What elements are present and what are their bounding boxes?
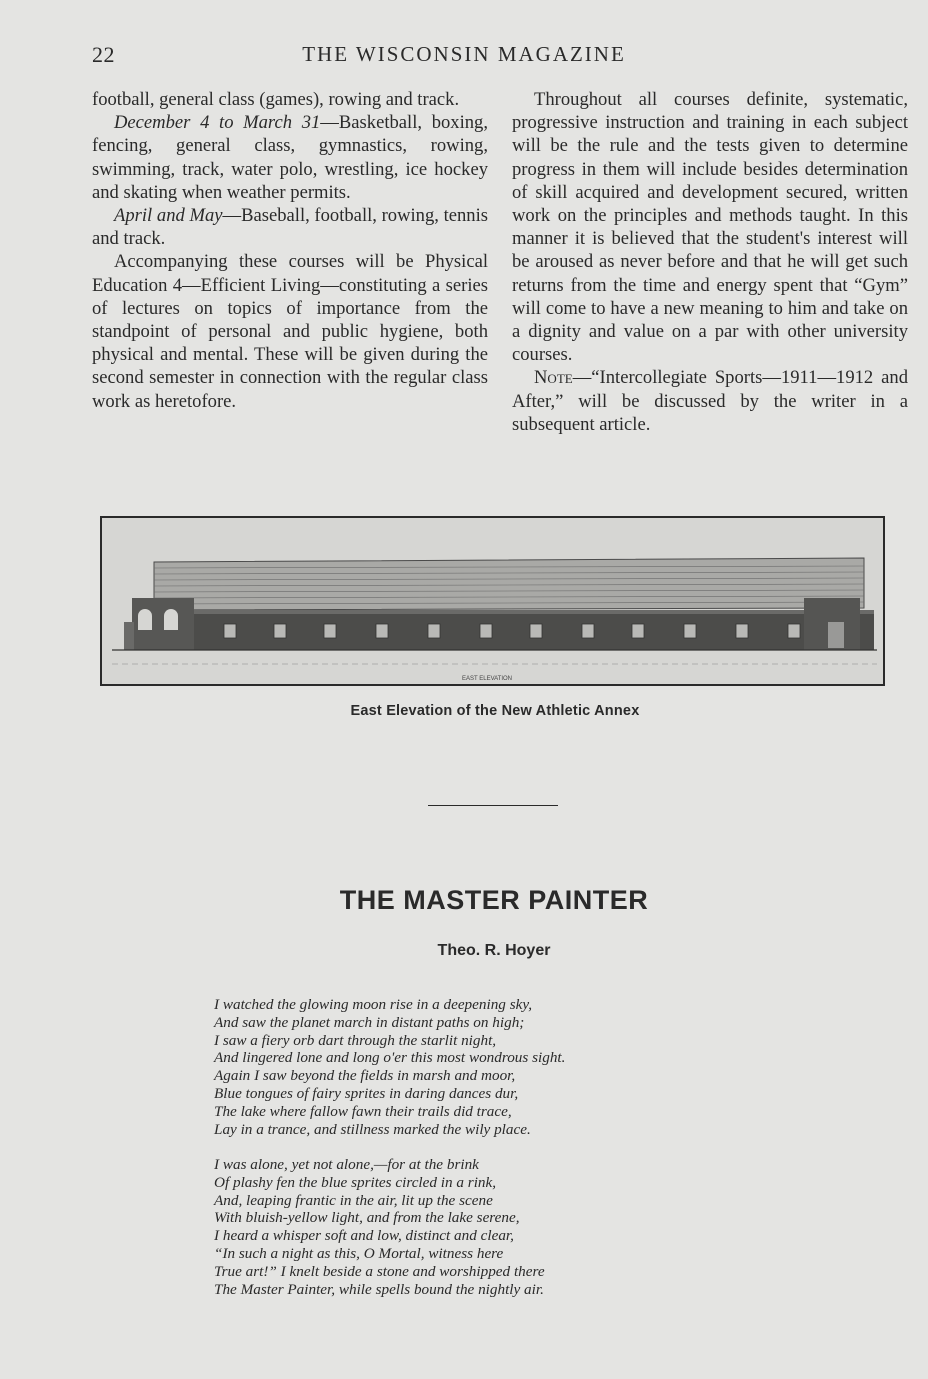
poem-line: I watched the glowing moon rise in a deepening sky, — [214, 996, 533, 1013]
poem-line: And lingered lone and long o'er this most wondrous sight. — [214, 1049, 566, 1067]
paragraph — [92, 204, 488, 250]
paragraph: football, general class (games), rowing and track. — [92, 89, 460, 110]
right-column — [512, 88, 908, 436]
stanza-2 — [214, 1156, 734, 1298]
poem-line: Blue tongues of fairy sprites in daring dances dur, — [214, 1084, 519, 1102]
poem-line: I was alone, yet not alone,—for at the brink — [214, 1156, 479, 1173]
paragraph — [92, 111, 488, 204]
paragraph: Accompanying these courses will be Physical Education 4—Efficient Living—constituting a series of lectures on topics of importance from the standpoint of personal and public hygiene, both physical and mental. These will be given during the second semester in connection with the regular class work as heretofore. — [92, 251, 488, 412]
paragraph-text: —Baseball, football, rowing, tennis and track. — [92, 205, 488, 250]
date-range: December 4 to March 31 — [114, 112, 321, 134]
paragraph — [512, 366, 908, 436]
running-header: THE WISCONSIN MAGAZINE — [302, 42, 626, 66]
poem-line: And, leaping frantic in the air, lit up the scene — [214, 1191, 493, 1209]
poem-line: I heard a whisper soft and low, distinct and clear, — [214, 1227, 514, 1245]
poem-line: And saw the planet march in distant paths on high; — [214, 1013, 525, 1031]
note-text: —“Intercollegiate Sports—1911—1912 and After,” will be discussed by the writer in a subsequent article. — [512, 367, 908, 435]
poem-line: With bluish-yellow light, and from the lake serene, — [214, 1209, 520, 1227]
poem-line: Lay in a trance, and stillness marked the wily place. — [214, 1120, 531, 1138]
poem-title: THE MASTER PAINTER — [339, 885, 649, 915]
stanza-1 — [214, 996, 734, 1138]
poem-line: Again I saw beyond the fields in marsh and moor, — [214, 1067, 516, 1085]
poem-line: The lake where fallow fawn their trails did trace, — [214, 1102, 512, 1120]
poem-line: I saw a fiery orb dart through the starlit night, — [214, 1031, 497, 1049]
poem-line: The Master Painter, while spells bound the nightly air. — [214, 1280, 544, 1298]
note-label: Note — [534, 367, 573, 389]
figure-caption: East Elevation of the New Athletic Annex — [350, 703, 640, 719]
drawing-label: EAST ELEVATION — [462, 676, 513, 682]
building-elevation-illustration — [102, 518, 883, 684]
left-column — [92, 88, 488, 413]
elevation-drawing — [100, 516, 885, 686]
date-range: April and May — [114, 205, 223, 227]
poem-author: Theo. R. Hoyer — [437, 942, 551, 959]
section-divider — [428, 805, 558, 806]
poem-line: True art!” I knelt beside a stone and worshipped there — [214, 1262, 545, 1280]
poem-line: Of plashy fen the blue sprites circled in a rink, — [214, 1173, 497, 1191]
page-number: 22 — [92, 42, 115, 67]
paragraph-text: —Basketball, boxing, fencing, general class, gymnastics, rowing, swimming, track, water polo, wrestling, ice hockey and skating when weather permits. — [92, 112, 488, 203]
paragraph: Throughout all courses definite, systematic, progressive instruction and training in each subject will be the rule and the tests given to determine progress in them will include besides determination of skill acquired and development secured, written work on the principles and methods taught. In this manner it is believed that the student's interest will be aroused as never before and that he will get such returns from the time and energy spent that “Gym” will come to have a new meaning to him and take on a dignity and value on a par with other university courses. — [512, 89, 908, 366]
poem-line: “In such a night as this, O Mortal, witness here — [214, 1244, 504, 1262]
